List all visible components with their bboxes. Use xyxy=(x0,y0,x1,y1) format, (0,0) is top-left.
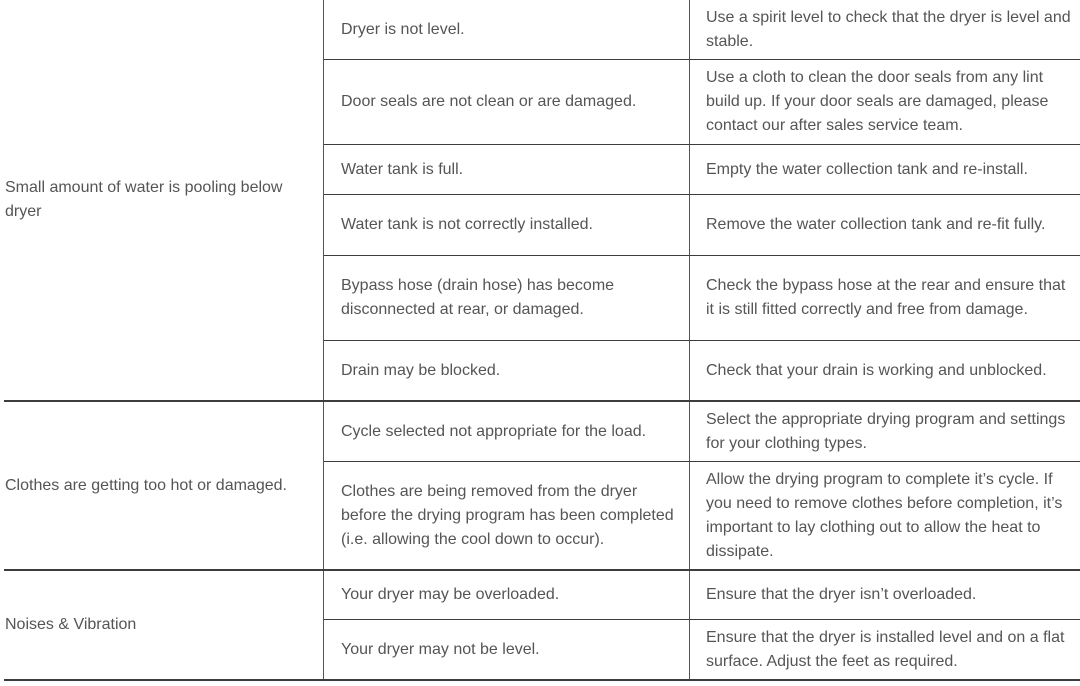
symptom-cell: Small amount of water is pooling below dryer xyxy=(4,0,324,400)
cause-cell: Dryer is not level. xyxy=(324,0,690,59)
cause-cell: Your dryer may not be level. xyxy=(324,620,690,679)
symptom-cell: Clothes are getting too hot or damaged. xyxy=(4,402,324,569)
solution-cell: Check the bypass hose at the rear and ensure that it is still fitted correctly and free from damage. xyxy=(706,277,1066,318)
solution-cell: Select the appropriate drying program and settings for your clothing types. xyxy=(706,410,1066,452)
table-row xyxy=(324,341,1080,400)
cause-cell: Drain may be blocked. xyxy=(324,341,690,400)
solution-cell: Remove the water collection tank and re-fit fully. xyxy=(706,216,1046,233)
cause-cell: Your dryer may be overloaded. xyxy=(324,571,690,619)
group-water-pooling xyxy=(4,0,1080,402)
table-row xyxy=(324,620,1080,679)
group-clothes-too-hot xyxy=(4,402,1080,571)
cause-cell: Cycle selected not appropriate for the load. xyxy=(324,402,690,461)
cause-cell: Bypass hose (drain hose) has become disconnected at rear, or damaged. xyxy=(324,256,690,340)
solution-cell: Check that your drain is working and unblocked. xyxy=(706,361,1047,379)
group-noises-vibration xyxy=(4,571,1080,681)
cause-cell: Water tank is full. xyxy=(324,145,690,194)
cause-cell: Clothes are being removed from the dryer before the drying program has been completed (i.e. allowing the cool down to occur). xyxy=(324,462,690,569)
solution-cell: Ensure that the dryer is installed level and on a flat surface. Adjust the feet as required. xyxy=(706,628,1065,670)
table-row xyxy=(324,571,1080,620)
table-row xyxy=(324,0,1080,60)
cause-cell: Water tank is not correctly installed. xyxy=(324,195,690,255)
table-row xyxy=(324,402,1080,462)
table-row xyxy=(324,145,1080,195)
table-row xyxy=(324,60,1080,145)
table-row xyxy=(324,462,1080,569)
cause-cell: Door seals are not clean or are damaged. xyxy=(324,60,690,144)
solution-cell: Ensure that the dryer isn’t overloaded. xyxy=(706,586,977,603)
symptom-cell: Noises & Vibration xyxy=(4,571,324,679)
solution-cell: Allow the drying program to complete it’s cycle. If you need to remove clothes before completion, it’s important to lay clothing out to allow the heat to dissipate. xyxy=(706,470,1063,560)
solution-cell: Use a cloth to clean the door seals from any lint build up. If your door seals are damaged, please contact our after sales service team. xyxy=(706,69,1049,134)
solution-cell: Empty the water collection tank and re-install. xyxy=(706,160,1028,178)
table-row xyxy=(324,256,1080,341)
table-row xyxy=(324,195,1080,256)
solution-cell: Use a spirit level to check that the dryer is level and stable. xyxy=(706,8,1071,50)
